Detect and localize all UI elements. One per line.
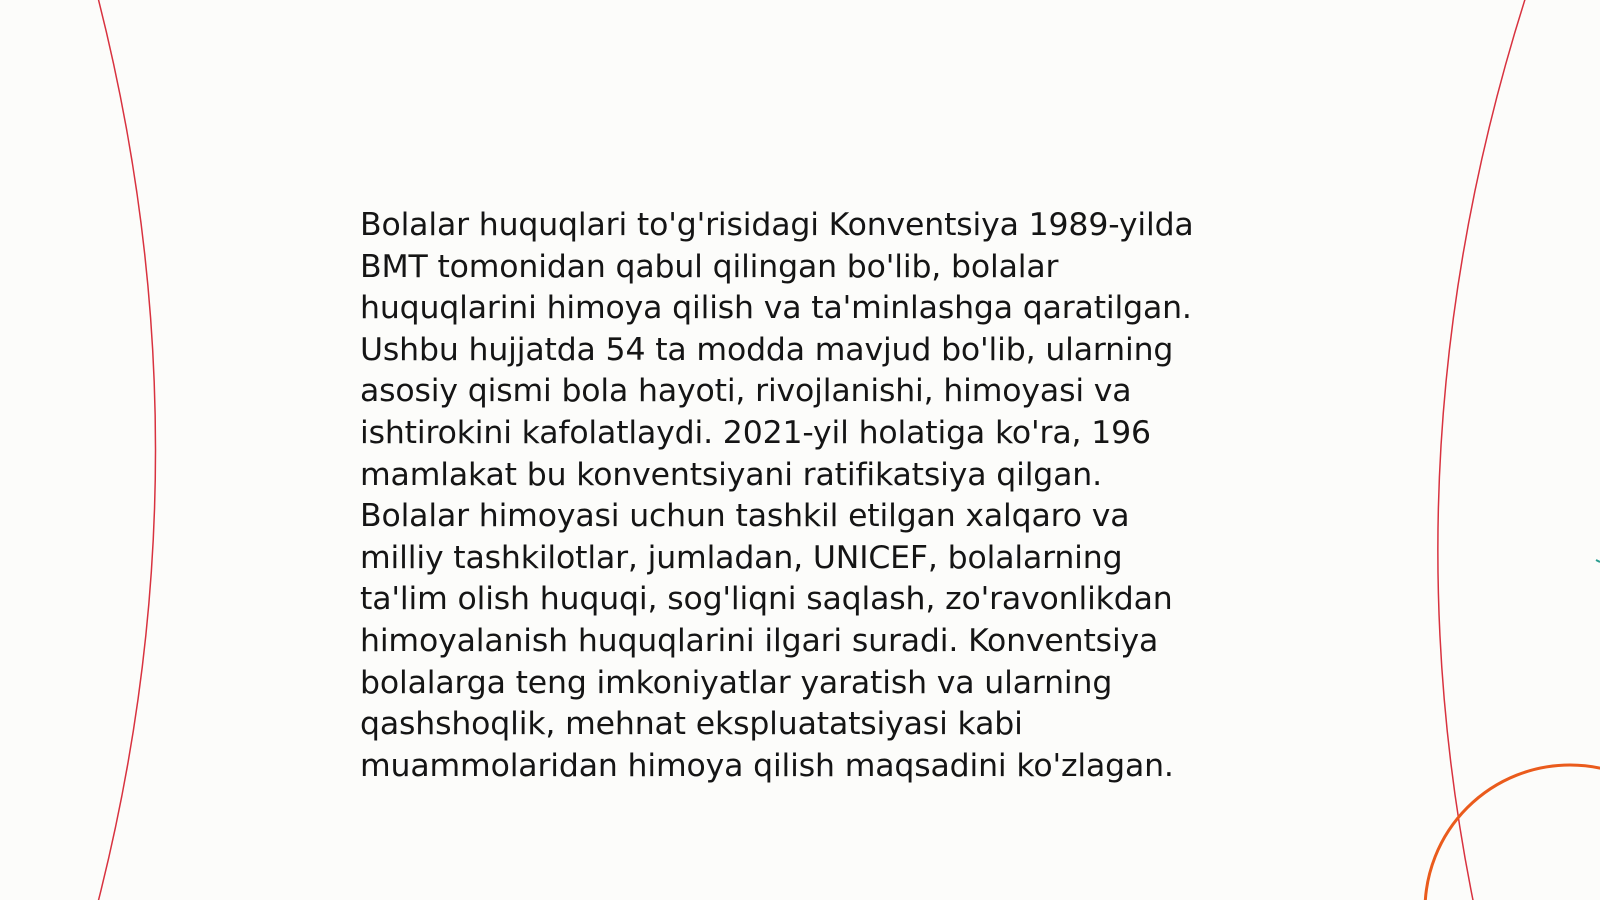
orange-arc (1425, 765, 1600, 900)
body-line: Bolalar huquqlari to'g'risidagi Konventsiya 1989-yilda (360, 207, 1194, 243)
body-line: muammolaridan himoya qilish maqsadini ko'zlagan. (360, 747, 1174, 784)
body-line: Bolalar himoyasi uchun tashkil etilgan xalqaro va (360, 498, 1130, 535)
body-line: huquqlarini himoya qilish va ta'minlashga qaratilgan. (360, 290, 1192, 327)
body-line: qashshoqlik, mehnat ekspluatatsiyasi kabi (360, 706, 1023, 743)
left-curve-line (96, 0, 156, 900)
teal-tick (1596, 560, 1600, 562)
body-paragraph (360, 205, 1240, 787)
body-line: BMT tomonidan qabul qilingan bo'lib, bolalar (360, 248, 1059, 285)
right-curve-line (1438, 0, 1528, 900)
body-line: milliy tashkilotlar, jumladan, UNICEF, bolalarning (360, 539, 1123, 576)
body-line: bolalarga teng imkoniyatlar yaratish va ularning (360, 664, 1113, 701)
body-line: ishtirokini kafolatlaydi. 2021-yil holatiga ko'ra, 196 (360, 414, 1151, 451)
body-line: ta'lim olish huquqi, sog'liqni saqlash, zo'ravonlikdan (360, 581, 1173, 618)
body-line: himoyalanish huquqlarini ilgari suradi. Konventsiya (360, 622, 1159, 659)
body-line: asosiy qismi bola hayoti, rivojlanishi, himoyasi va (360, 373, 1132, 410)
body-line: mamlakat bu konventsiyani ratifikatsiya qilgan. (360, 456, 1102, 493)
body-line: Ushbu hujjatda 54 ta modda mavjud bo'lib, ularning (360, 331, 1174, 368)
